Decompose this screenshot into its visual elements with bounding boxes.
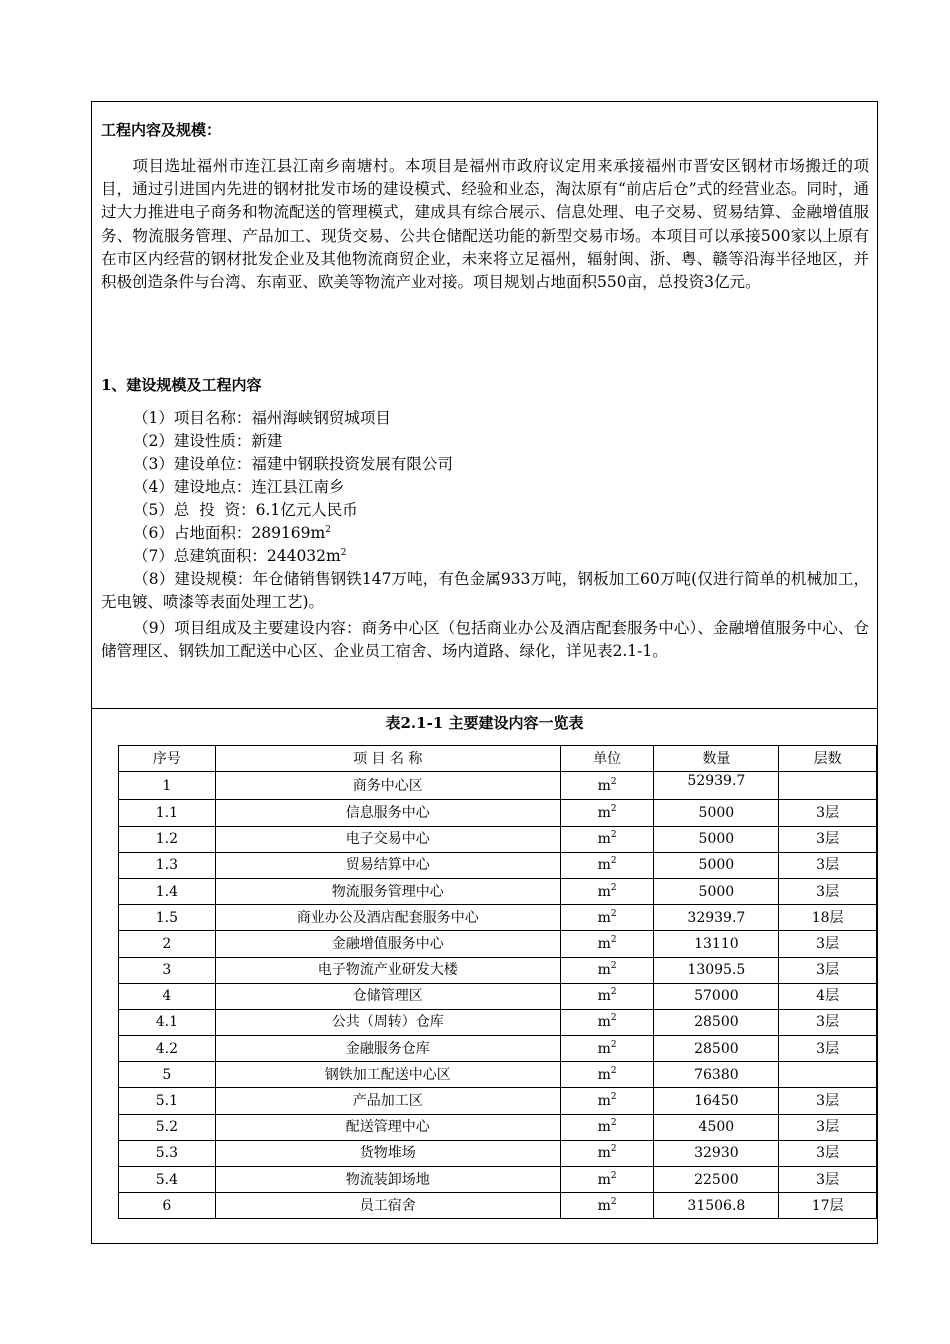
cell-qty: 52939.7 bbox=[654, 772, 779, 800]
cell-floors: 3层 bbox=[779, 852, 877, 878]
cell-no: 6 bbox=[119, 1193, 216, 1219]
table-row bbox=[119, 1036, 877, 1062]
unit-sup: 2 bbox=[610, 1196, 617, 1207]
cell-floors: 3层 bbox=[779, 1167, 877, 1193]
cell-floors: 3层 bbox=[779, 826, 877, 852]
unit-sup: 2 bbox=[610, 1039, 617, 1050]
unit-base: m bbox=[597, 1145, 611, 1162]
unit-sup: 2 bbox=[610, 803, 617, 814]
cell-name: 商业办公及酒店配套服务中心 bbox=[215, 905, 560, 931]
cell-floors bbox=[779, 772, 877, 800]
cell-no: 4 bbox=[119, 983, 216, 1009]
unit-base: m bbox=[597, 935, 611, 952]
cell-no: 1.5 bbox=[119, 905, 216, 931]
cell-unit bbox=[560, 1140, 654, 1166]
unit-sup: 2 bbox=[610, 776, 617, 787]
cell-unit bbox=[560, 1009, 654, 1035]
cell-no: 5 bbox=[119, 1062, 216, 1088]
item-investment: （5）总 投 资：6.1亿元人民币 bbox=[133, 501, 358, 519]
table-row bbox=[119, 905, 877, 931]
cell-qty: 13110 bbox=[654, 931, 779, 957]
table-row bbox=[119, 1140, 877, 1166]
unit-base: m bbox=[597, 988, 611, 1005]
unit-sup: 2 bbox=[610, 961, 617, 972]
cell-unit bbox=[560, 1036, 654, 1062]
unit-sup: 2 bbox=[610, 830, 617, 841]
cell-floors: 3层 bbox=[779, 1036, 877, 1062]
unit-base: m bbox=[597, 777, 611, 794]
cell-qty: 5000 bbox=[654, 826, 779, 852]
cell-floors: 3层 bbox=[779, 1114, 877, 1140]
item-location: （4）建设地点：连江县江南乡 bbox=[133, 478, 345, 496]
cell-qty: 76380 bbox=[654, 1062, 779, 1088]
cell-floors: 3层 bbox=[779, 878, 877, 904]
unit-sup: 2 bbox=[610, 882, 617, 893]
cell-unit bbox=[560, 1114, 654, 1140]
table-row bbox=[119, 983, 877, 1009]
table-row bbox=[119, 1088, 877, 1114]
item-scale-text: （8）建设规模：年仓储销售钢铁147万吨，有色金属933万吨，钢板加工60万吨(仅进行简单的机械加工，无电镀、喷漆等表面处理工艺)。 bbox=[101, 570, 869, 611]
cell-unit bbox=[560, 1193, 654, 1219]
table-row bbox=[119, 800, 877, 826]
cell-no: 4.1 bbox=[119, 1009, 216, 1035]
cell-unit bbox=[560, 983, 654, 1009]
cell-unit bbox=[560, 931, 654, 957]
cell-qty: 28500 bbox=[654, 1036, 779, 1062]
cell-qty: 32930 bbox=[654, 1140, 779, 1166]
unit-sup: 2 bbox=[610, 1170, 617, 1181]
cell-no: 5.1 bbox=[119, 1088, 216, 1114]
unit-sup: 2 bbox=[610, 1092, 617, 1103]
unit-base: m bbox=[597, 1040, 611, 1057]
cell-qty: 28500 bbox=[654, 1009, 779, 1035]
cell-name: 金融增值服务中心 bbox=[215, 931, 560, 957]
cell-name: 金融服务仓库 bbox=[215, 1036, 560, 1062]
cell-unit bbox=[560, 852, 654, 878]
unit-sup: 2 bbox=[610, 1013, 617, 1024]
table-row bbox=[119, 1193, 877, 1219]
cell-name: 物流服务管理中心 bbox=[215, 878, 560, 904]
unit-base: m bbox=[597, 831, 611, 848]
header-unit: 单位 bbox=[560, 746, 654, 772]
cell-name: 员工宿舍 bbox=[215, 1193, 560, 1219]
unit-sup: 2 bbox=[610, 934, 617, 945]
unit-base: m bbox=[597, 1014, 611, 1031]
table-row bbox=[119, 957, 877, 983]
table-caption: 表2.1-1 主要建设内容一览表 bbox=[385, 714, 584, 732]
cell-no: 1 bbox=[119, 772, 216, 800]
cell-no: 5.2 bbox=[119, 1114, 216, 1140]
cell-name: 电子物流产业研发大楼 bbox=[215, 957, 560, 983]
section-heading: 工程内容及规模： bbox=[101, 121, 222, 139]
cell-no: 4.2 bbox=[119, 1036, 216, 1062]
item-composition bbox=[101, 617, 869, 663]
header-name: 项 目 名 称 bbox=[215, 746, 560, 772]
cell-floors: 4层 bbox=[779, 983, 877, 1009]
item-composition-text: （9）项目组成及主要建设内容：商务中心区（包括商业办公及酒店配套服务中心）、金融增值服务中心、仓储管理区、钢铁加工配送中心区、企业员工宿舍、场内道路、绿化，详见表2.1-1。 bbox=[101, 619, 869, 660]
item-land-area-text: （6）占地面积：289169m bbox=[133, 524, 326, 542]
table-row bbox=[119, 931, 877, 957]
table-row bbox=[119, 878, 877, 904]
cell-unit bbox=[560, 1167, 654, 1193]
cell-unit bbox=[560, 826, 654, 852]
cell-floors: 3层 bbox=[779, 931, 877, 957]
cell-no: 3 bbox=[119, 957, 216, 983]
unit-sup: 2 bbox=[610, 856, 617, 867]
cell-qty: 16450 bbox=[654, 1088, 779, 1114]
cell-name: 钢铁加工配送中心区 bbox=[215, 1062, 560, 1088]
document-frame bbox=[91, 101, 878, 1244]
cell-no: 1.4 bbox=[119, 878, 216, 904]
unit-sup: 2 bbox=[610, 1065, 617, 1076]
unit-sup: 2 bbox=[610, 987, 617, 998]
table-row bbox=[119, 1062, 877, 1088]
cell-no: 1.2 bbox=[119, 826, 216, 852]
item-project-name: （1）项目名称：福州海峡钢贸城项目 bbox=[133, 409, 391, 427]
cell-qty: 57000 bbox=[654, 983, 779, 1009]
cell-unit bbox=[560, 1088, 654, 1114]
cell-qty: 31506.8 bbox=[654, 1193, 779, 1219]
unit-base: m bbox=[597, 1119, 611, 1136]
cell-no: 1.3 bbox=[119, 852, 216, 878]
intro-paragraph bbox=[101, 155, 869, 294]
cell-name: 仓储管理区 bbox=[215, 983, 560, 1009]
cell-qty: 5000 bbox=[654, 852, 779, 878]
unit-base: m bbox=[597, 1093, 611, 1110]
cell-unit bbox=[560, 957, 654, 983]
construction-content-table bbox=[118, 745, 877, 1219]
unit-base: m bbox=[597, 804, 611, 821]
unit-base: m bbox=[597, 1066, 611, 1083]
cell-floors: 3层 bbox=[779, 957, 877, 983]
sub-heading: 1、建设规模及工程内容 bbox=[101, 376, 262, 394]
unit-base: m bbox=[597, 883, 611, 900]
cell-name: 货物堆场 bbox=[215, 1140, 560, 1166]
table-row bbox=[119, 852, 877, 878]
cell-floors: 17层 bbox=[779, 1193, 877, 1219]
header-no: 序号 bbox=[119, 746, 216, 772]
item-nature: （2）建设性质：新建 bbox=[133, 432, 283, 450]
unit-sup: 2 bbox=[610, 1144, 617, 1155]
cell-no: 1.1 bbox=[119, 800, 216, 826]
cell-no: 5.4 bbox=[119, 1167, 216, 1193]
unit-base: m bbox=[597, 909, 611, 926]
header-qty: 数量 bbox=[654, 746, 779, 772]
cell-name: 贸易结算中心 bbox=[215, 852, 560, 878]
cell-name: 产品加工区 bbox=[215, 1088, 560, 1114]
table-header-row bbox=[119, 746, 877, 772]
cell-unit bbox=[560, 772, 654, 800]
item-scale bbox=[101, 568, 869, 614]
sup-2: 2 bbox=[325, 525, 331, 535]
item-builder: （3）建设单位：福建中钢联投资发展有限公司 bbox=[133, 455, 453, 473]
cell-floors: 3层 bbox=[779, 1088, 877, 1114]
cell-floors: 3层 bbox=[779, 1009, 877, 1035]
unit-base: m bbox=[597, 1171, 611, 1188]
table-row bbox=[119, 1009, 877, 1035]
cell-qty: 32939.7 bbox=[654, 905, 779, 931]
table-row bbox=[119, 772, 877, 800]
cell-qty: 4500 bbox=[654, 1114, 779, 1140]
cell-qty: 22500 bbox=[654, 1167, 779, 1193]
unit-base: m bbox=[597, 1197, 611, 1214]
item-floor-area-text: （7）总建筑面积：244032m bbox=[133, 547, 341, 565]
cell-qty: 5000 bbox=[654, 878, 779, 904]
unit-base: m bbox=[597, 857, 611, 874]
unit-sup: 2 bbox=[610, 1118, 617, 1129]
cell-name: 电子交易中心 bbox=[215, 826, 560, 852]
cell-name: 配送管理中心 bbox=[215, 1114, 560, 1140]
cell-unit bbox=[560, 878, 654, 904]
cell-name: 公共（周转）仓库 bbox=[215, 1009, 560, 1035]
cell-name: 信息服务中心 bbox=[215, 800, 560, 826]
cell-qty: 5000 bbox=[654, 800, 779, 826]
cell-floors bbox=[779, 1062, 877, 1088]
cell-unit bbox=[560, 905, 654, 931]
cell-unit bbox=[560, 800, 654, 826]
unit-base: m bbox=[597, 962, 611, 979]
item-land-area bbox=[133, 522, 331, 545]
header-floors: 层数 bbox=[779, 746, 877, 772]
cell-floors: 3层 bbox=[779, 800, 877, 826]
cell-floors: 3层 bbox=[779, 1140, 877, 1166]
cell-floors: 18层 bbox=[779, 905, 877, 931]
table-row bbox=[119, 1167, 877, 1193]
cell-qty: 13095.5 bbox=[654, 957, 779, 983]
intro-text: 项目选址福州市连江县江南乡南塘村。本项目是福州市政府议定用来承接福州市晋安区钢材市场搬迁的项目，通过引进国内先进的钢材批发市场的建设模式、经验和业态，淘汰原有“前店后仓”式的经营业态。同时，通过大力推进电子商务和物流配送的管理模式，建成具有综合展示、信息处理、电子交易、贸易结算、金融增值服务、物流服务管理、产品加工、现货交易、公共仓储配送功能的新型交易市场。本项目可以承接500家以上原有在市区内经营的钢材批发企业及其他物流商贸企业，未来将立足福州，辐射闽、浙、粤、赣等沿海半径地区，并积极创造条件与台湾、东南亚、欧美等物流产业对接。项目规划占地面积550亩，总投资3亿元。 bbox=[101, 157, 869, 292]
cell-name: 物流装卸场地 bbox=[215, 1167, 560, 1193]
cell-no: 2 bbox=[119, 931, 216, 957]
unit-sup: 2 bbox=[610, 908, 617, 919]
sup-2: 2 bbox=[340, 548, 347, 558]
cell-no: 5.3 bbox=[119, 1140, 216, 1166]
item-floor-area bbox=[133, 545, 346, 568]
project-description-section bbox=[92, 102, 877, 709]
table-row bbox=[119, 826, 877, 852]
cell-unit bbox=[560, 1062, 654, 1088]
cell-name: 商务中心区 bbox=[215, 772, 560, 800]
table-row bbox=[119, 1114, 877, 1140]
